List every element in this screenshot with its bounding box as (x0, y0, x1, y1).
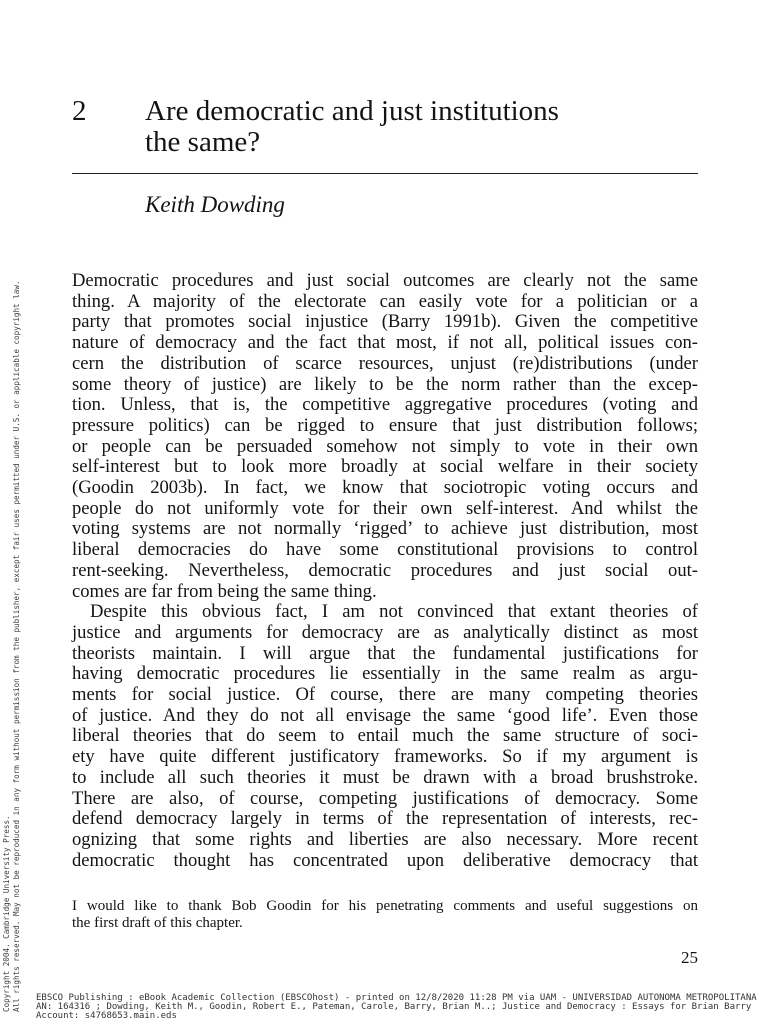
body-line: defend democracy largely in terms of the representation of interests, rec- (72, 808, 698, 830)
body-line: Democratic procedures and just social outcomes are clearly not the same (72, 270, 698, 291)
page-number: 25 (681, 948, 698, 967)
body-line: justice and arguments for democracy are as analytically distinct as most (72, 621, 698, 643)
body-line: democratic thought has concentrated upon deliberative democracy that (72, 849, 698, 871)
body-line: liberal democracies do have some constitutional provisions to control (72, 539, 698, 561)
body-line: voting systems are not normally ‘rigged’ to achieve just distribution, most (72, 518, 698, 540)
body-line: or people can be persuaded somehow not simply to vote in their own (72, 435, 698, 457)
author-name: Keith Dowding (145, 192, 285, 217)
body-line: theorists maintain. I will argue that the fundamental justifications for (72, 642, 698, 664)
body-line: liberal theories that do seem to entail much the same structure of soci- (72, 725, 698, 747)
copyright-line: Copyright 2004. Cambridge University Press. (2, 815, 11, 1012)
footer-line: AN: 164316 ; Dowding, Keith M., Goodin, Robert E., Pateman, Carole, Barry, Brian M..; Justice and Democracy : Essays for Brian Barry (36, 1002, 752, 1012)
footnote-line: I would like to thank Bob Goodin for his penetrating comments and useful suggestions on (72, 898, 698, 914)
body-line: pressure politics) can be rigged to ensure that just distribution follows; (72, 414, 698, 436)
body-line: comes are far from being the same thing. (72, 580, 377, 602)
title-rule (72, 173, 698, 174)
body-line: people do not uniformly vote for their own self-interest. And whilst the (72, 497, 698, 519)
body-line: party that promotes social injustice (Barry 1991b). Given the competitive (72, 311, 698, 333)
body-paragraph (72, 602, 698, 871)
chapter-title-line: the same? (145, 126, 261, 158)
ebsco-footer (36, 994, 764, 1021)
body-line: nature of democracy and the fact that most, if not all, political issues con- (72, 332, 698, 354)
body-line: to include all such theories it must be drawn with a broad brushstroke. (72, 766, 698, 788)
copyright-line: All rights reserved. May not be reproduced in any form without permission from the publisher, except fair uses permitted under U.S. or applicable copyright law. (11, 280, 21, 1012)
body-line: ments for social justice. Of course, there are many competing theories (72, 684, 698, 706)
body-line: some theory of justice) are likely to be the norm rather than the excep- (72, 373, 698, 395)
body-line: There are also, of course, competing justifications of democracy. Some (72, 787, 698, 809)
body-line: self-interest but to look more broadly at social welfare in their society (72, 456, 698, 478)
chapter-title (145, 96, 559, 158)
body-line: cern the distribution of scarce resources, unjust (re)distributions (under (72, 352, 698, 374)
chapter-number: 2 (72, 95, 87, 127)
body-line: having democratic procedures lie essentially in the same realm as argu- (72, 663, 698, 685)
chapter-title-line: Are democratic and just institutions (145, 95, 559, 127)
body-line: rent-seeking. Nevertheless, democratic procedures and just social out- (72, 559, 698, 581)
body-text (72, 271, 698, 871)
body-line: tion. Unless, that is, the competitive aggregative procedures (voting and (72, 394, 698, 416)
body-paragraph (72, 271, 698, 602)
footer-line: Account: s4768653.main.eds (36, 1011, 177, 1021)
body-line: (Goodin 2003b). In fact, we know that sociotropic voting occurs and (72, 477, 698, 499)
footnote-line: the first draft of this chapter. (72, 914, 243, 931)
body-line: thing. A majority of the electorate can easily vote for a politician or a (72, 290, 698, 312)
body-line: of justice. And they do not all envisage the same ‘good life’. Even those (72, 704, 698, 726)
body-line: ety have quite different justificatory frameworks. So if my argument is (72, 746, 698, 768)
body-line: ognizing that some rights and liberties are also necessary. More recent (72, 828, 698, 850)
body-line: Despite this obvious fact, I am not convinced that extant theories of (90, 601, 698, 623)
copyright-sidebar (2, 252, 21, 1012)
footer-line: EBSCO Publishing : eBook Academic Collection (EBSCOhost) - printed on 12/8/2020 11:28 PM via UAM - UNIVERSIDAD AUTONOMA METROPOLITANA (36, 993, 757, 1003)
footnote (72, 898, 698, 931)
